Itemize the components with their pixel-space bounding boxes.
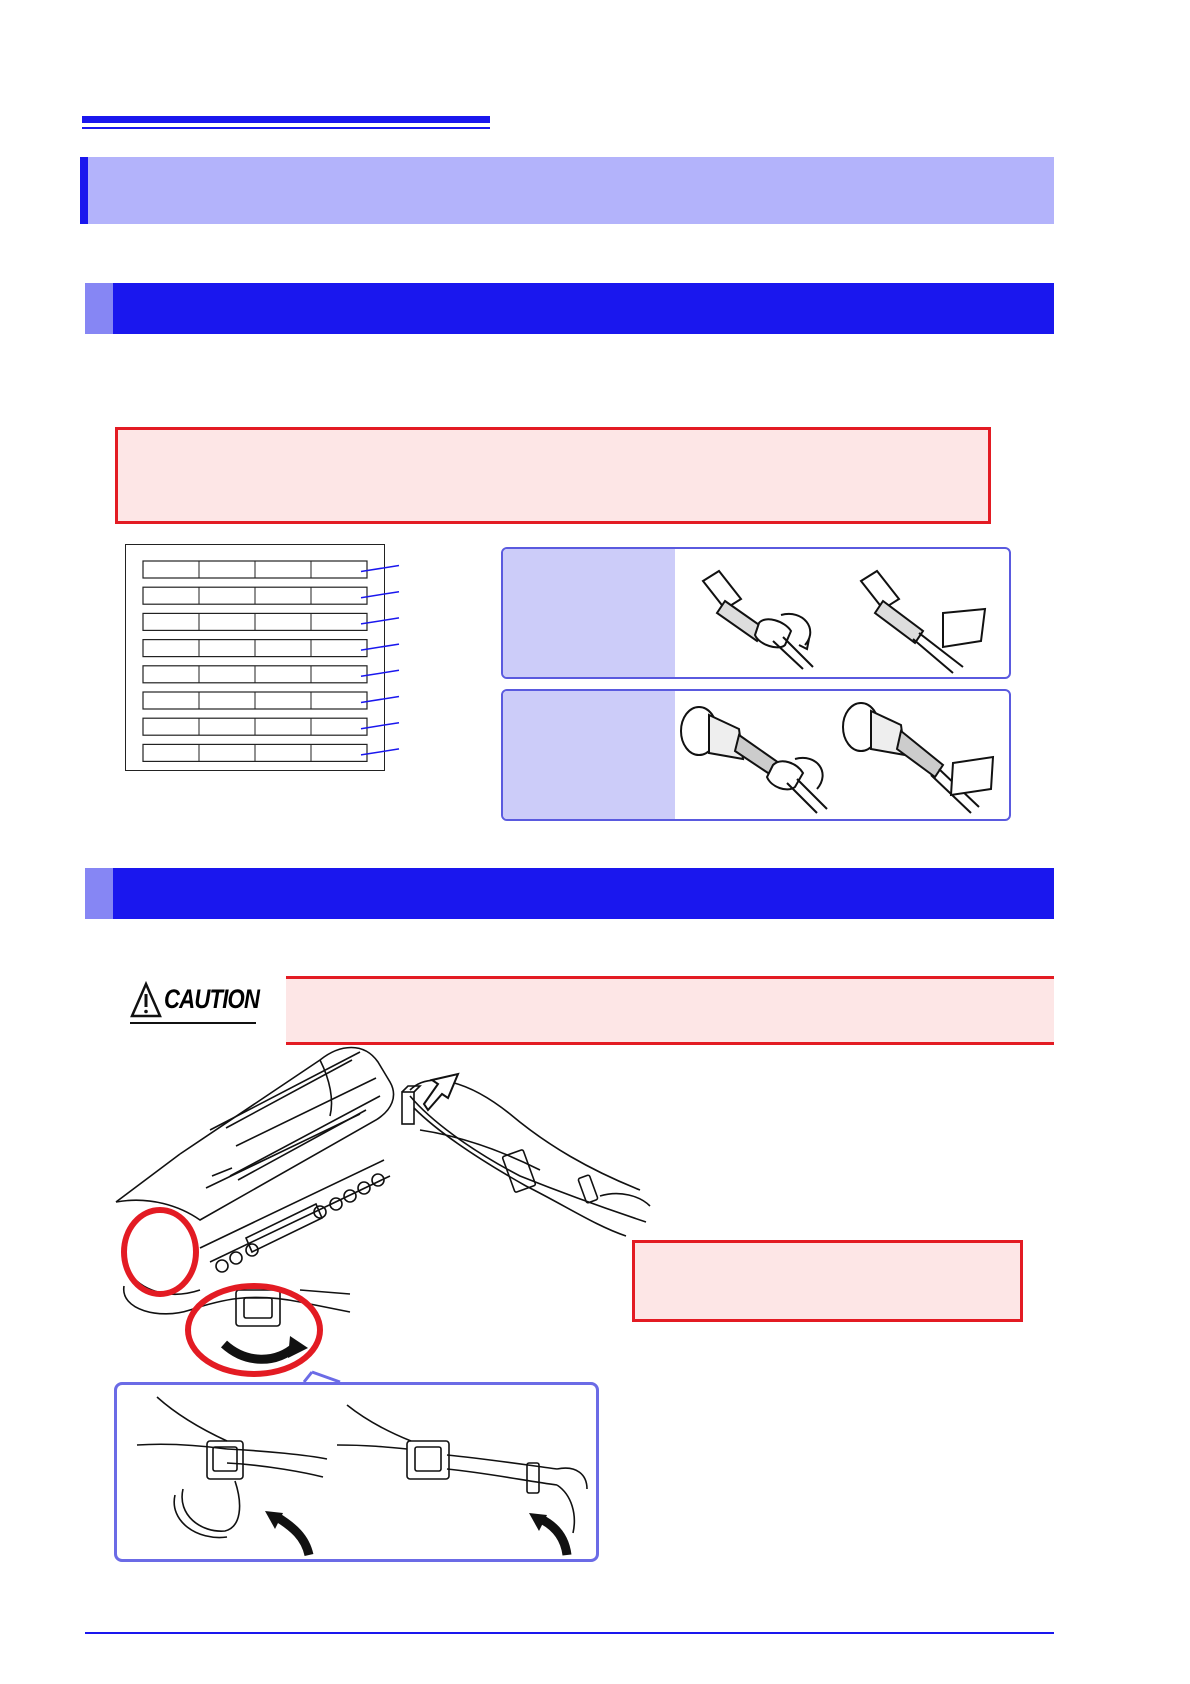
pointer-arrow-icon: [424, 1074, 458, 1110]
highlight-circle-peg: [124, 1210, 196, 1294]
footer-rule: [85, 1632, 1054, 1634]
curved-arrow-icon: [277, 1517, 309, 1555]
caution-word: CAUTION: [164, 984, 260, 1014]
curved-arrow-icon: [224, 1344, 296, 1359]
note-box-strap: [632, 1240, 1023, 1322]
curved-arrow-icon: [541, 1519, 567, 1555]
zoom-detail-frame: [114, 1382, 599, 1562]
buckle-detail-illustration: [117, 1385, 602, 1565]
